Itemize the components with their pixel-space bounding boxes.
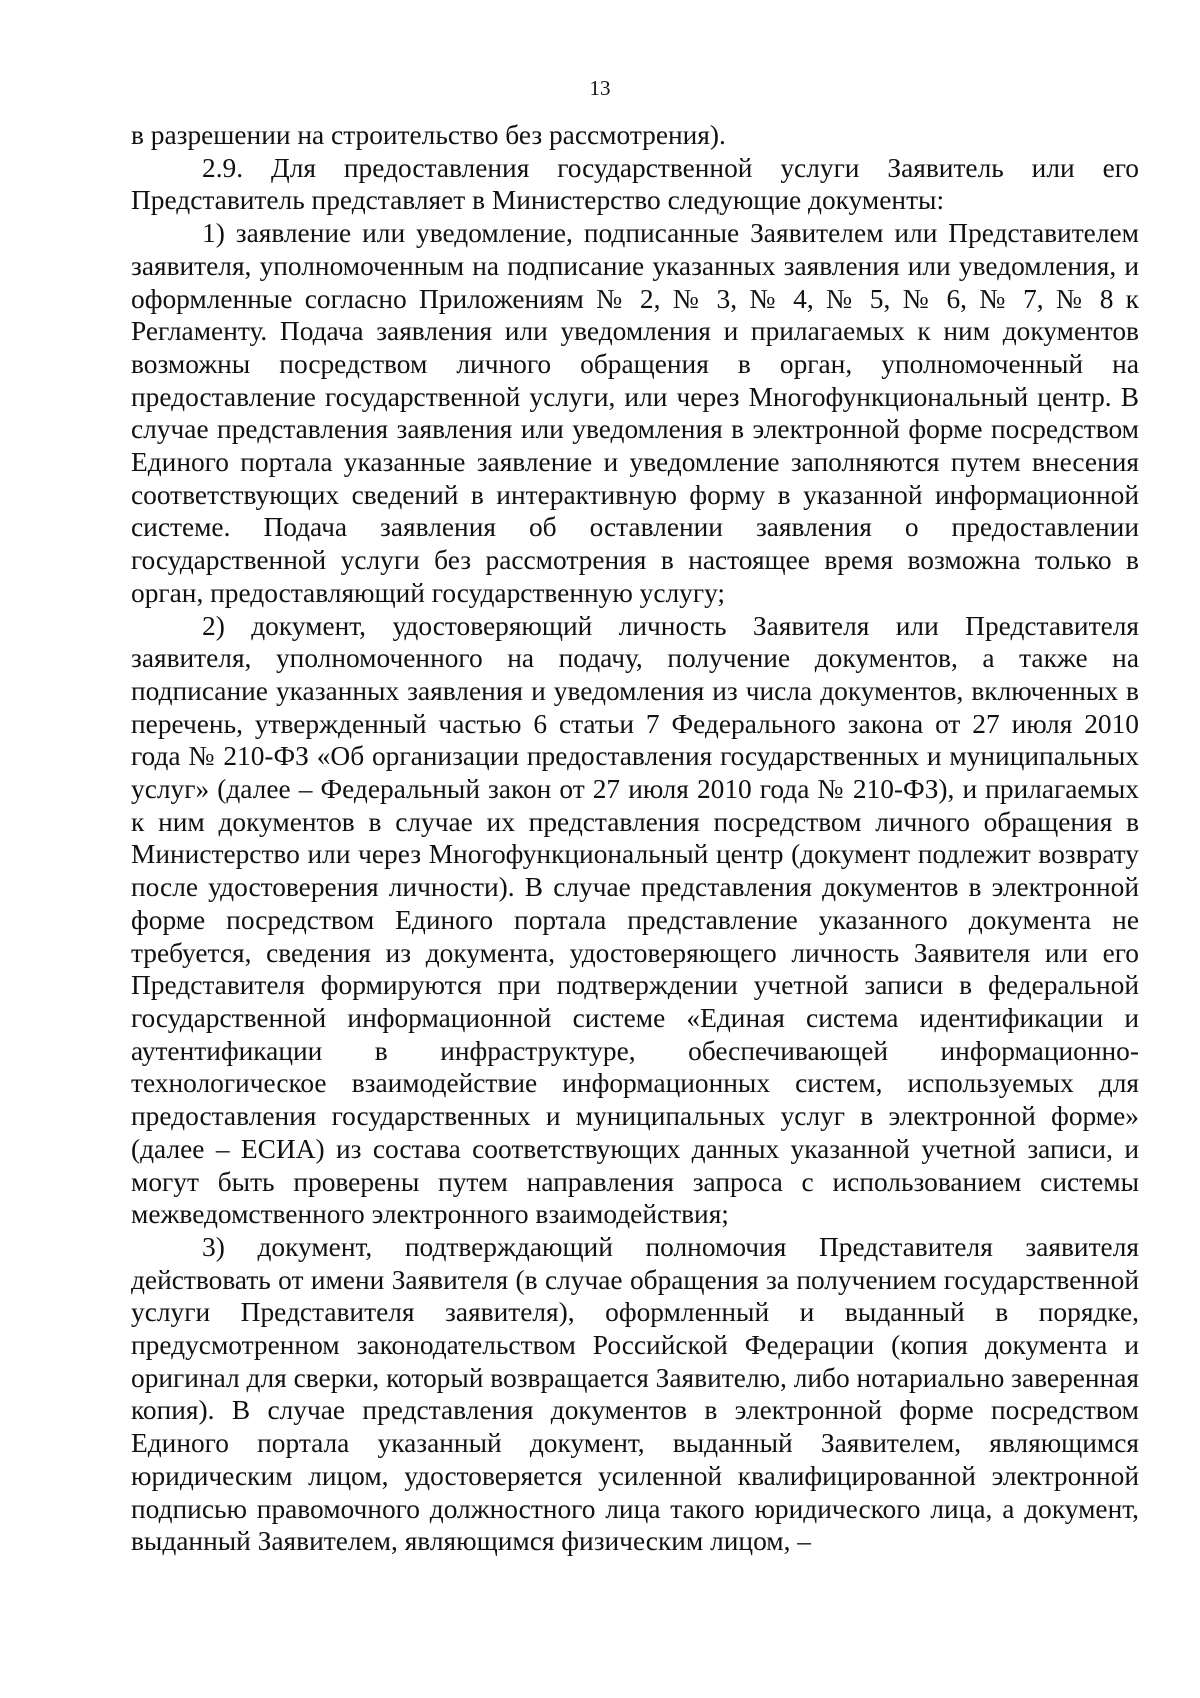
page-number: 13 bbox=[589, 76, 611, 100]
document-body bbox=[131, 119, 1139, 1558]
paragraph-item-3: 3) документ, подтверждающий полномочия Представителя заявителя действовать от имени Заявителя (в случае обращения за получением государственной услуги Представителя заявителя), оформленный и выданный в порядке, предусмотренном законодательством Российской Федерации (копия документа и оригинал для сверки, который возвращается Заявителю, либо нотариально заверенная копия). В случае представления документов в электронной форме посредством Единого портала указанный документ, выданный Заявителем, являющимся юридическим лицом, удостоверяется усиленной квалифицированной электронной подписью правомочного должностного лица такого юридического лица, а документ, выданный Заявителем, являющимся физическим лицом, – bbox=[131, 1231, 1139, 1557]
paragraph-clause-2-9: 2.9. Для предоставления государственной услуги Заявитель или его Представитель представляет в Министерство следующие документы: bbox=[131, 152, 1139, 216]
paragraph-item-1: 1) заявление или уведомление, подписанные Заявителем или Представителем заявителя, уполномоченным на подписание указанных заявления или уведомления, и оформленные согласно Приложениям № 2, № 3, № 4, № 5, № 6, № 7, № 8 к Регламенту. Подача заявления или уведомления и прилагаемых к ним документов возможны посредством личного обращения в орган, уполномоченный на предоставление государственной услуги, или через Многофункциональный центр. В случае представления заявления или уведомления в электронной форме посредством Единого портала указанные заявление и уведомление заполняются путем внесения соответствующих сведений в интерактивную форму в указанной информационной системе. Подача заявления об оставлении заявления о предоставлении государственной услуги без рассмотрения в настоящее время возможна только в орган, предоставляющий государственную услугу; bbox=[131, 218, 1139, 608]
paragraph-item-2: 2) документ, удостоверяющий личность Заявителя или Представителя заявителя, уполномоченного на подачу, получение документов, а также на подписание указанных заявления и уведомления из числа документов, включенных в перечень, утвержденный частью 6 статьи 7 Федерального закона от 27 июля 2010 года № 210-ФЗ «Об организации предоставления государственных и муниципальных услуг» (далее – Федеральный закон от 27 июля 2010 года № 210-ФЗ), и прилагаемых к ним документов в случае их представления посредством личного обращения в Министерство или через Многофункциональный центр (документ подлежит возврату после удостоверения личности). В случае представления документов в электронной форме посредством Единого портала представление указанного документа не требуется, сведения из документа, удостоверяющего личность Заявителя или его Представителя формируются при подтверждении учетной записи в федеральной государственной информационной системе «Единая система идентификации и аутентификации в инфраструктуре, обеспечивающей информационно-технологическое взаимодействие информационных систем, используемых для предоставления государственных и муниципальных услуг в электронной форме» (далее – ЕСИА) из состава соответствующих данных указанной учетной записи, и могут быть проверены путем направления запроса с использованием системы межведомственного электронного взаимодействия; bbox=[131, 610, 1139, 1230]
paragraph-continuation: в разрешении на строительство без рассмотрения). bbox=[131, 120, 726, 150]
